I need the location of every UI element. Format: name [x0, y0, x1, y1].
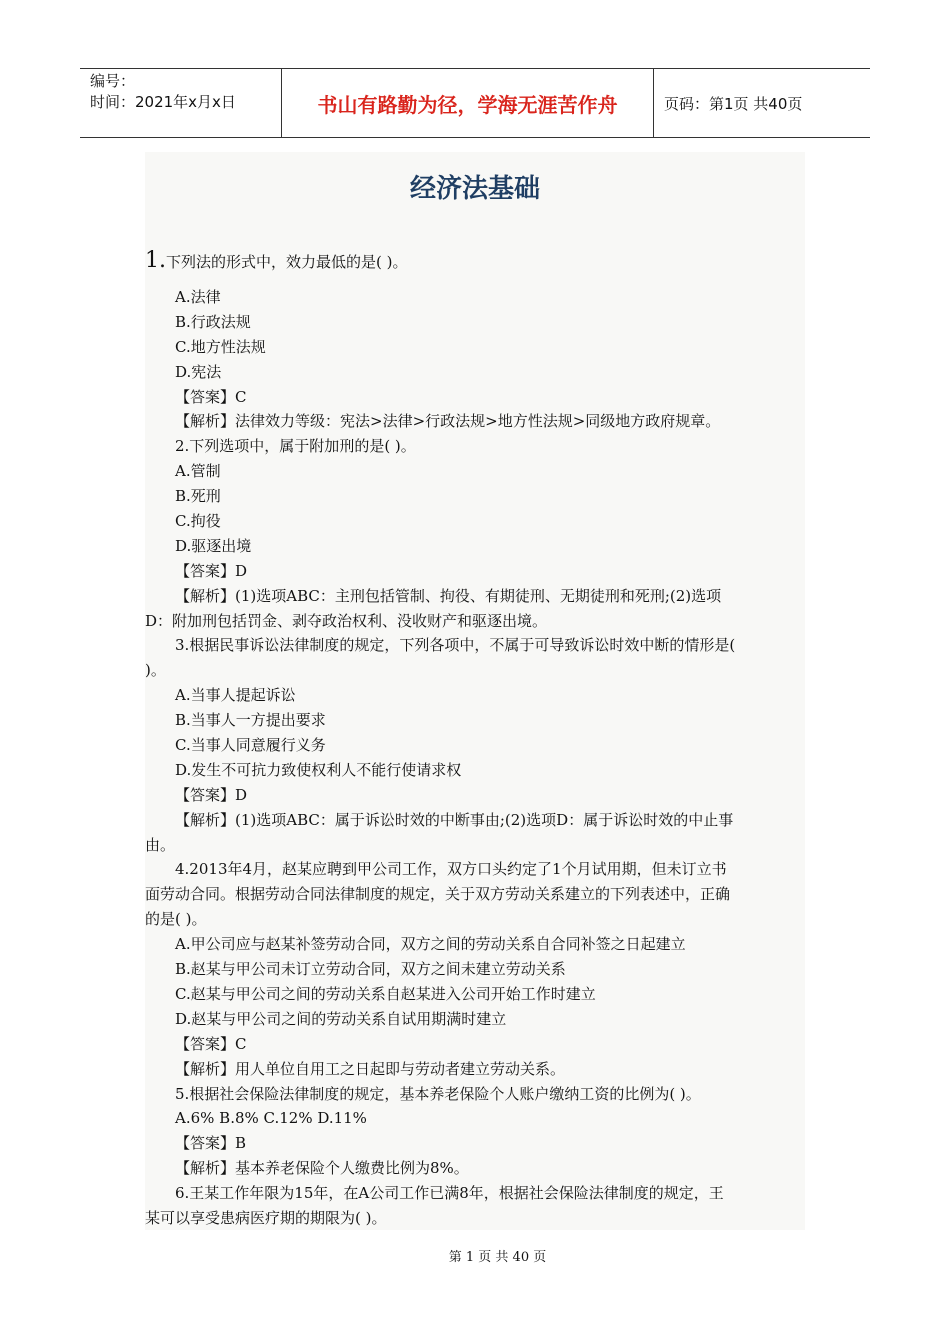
question-1	[145, 248, 407, 273]
question-1-text: 下列法的形式中，效力最低的是( )。	[166, 253, 408, 271]
header-meta	[80, 69, 282, 137]
header-motto: 书山有路勤为径，学海无涯苦作舟	[282, 69, 654, 137]
document-header	[80, 68, 870, 138]
number-label: 编号：	[90, 72, 136, 90]
text-line: 某可以享受患病医疗期的期限为( )。	[145, 1208, 387, 1227]
page-footer: 第 1 页 共 40 页	[448, 1250, 547, 1265]
text-line: C.赵某与甲公司之间的劳动关系自赵某进入公司开始工作时建立	[175, 984, 596, 1003]
text-line: 的是( )。	[145, 910, 207, 929]
question-lines	[145, 285, 805, 1231]
text-line: A.管制	[175, 462, 221, 481]
text-line: C.拘役	[175, 512, 221, 531]
text-line: 4.2013年4月，赵某应聘到甲公司工作，双方口头约定了1个月试用期，但未订立书	[175, 860, 727, 879]
text-line: A.甲公司应与赵某补签劳动合同，双方之间的劳动关系自合同补签之日起建立	[175, 935, 686, 954]
text-line: 【答案】C	[175, 387, 247, 406]
text-line: 【答案】D	[175, 785, 248, 804]
text-line: B.赵某与甲公司未订立劳动合同，双方之间未建立劳动关系	[175, 960, 566, 979]
header-page-label: 页码：第1页 共40页	[664, 94, 803, 113]
text-line: 由。	[145, 835, 176, 854]
text-line: B.当事人一方提出要求	[175, 711, 326, 730]
text-line: 面劳动合同。根据劳动合同法律制度的规定，关于双方劳动关系建立的下列表述中，正确	[145, 885, 731, 904]
text-line: 【答案】C	[175, 1034, 247, 1053]
text-line: D.赵某与甲公司之间的劳动关系自试用期满时建立	[175, 1009, 507, 1028]
question-1-number: 1.	[145, 248, 166, 273]
text-line: D：附加刑包括罚金、剥夺政治权利、没收财产和驱逐出境。	[145, 611, 548, 630]
text-line: 【解析】(1)选项ABC：属于诉讼时效的中断事由;(2)选项D：属于诉讼时效的中止事	[175, 810, 734, 829]
text-line: C.地方性法规	[175, 337, 266, 356]
text-line: B.死刑	[175, 487, 221, 506]
text-line: 【答案】D	[175, 561, 248, 580]
text-line: C.当事人同意履行义务	[175, 736, 326, 755]
text-line: 【解析】基本养老保险个人缴费比例为8%。	[175, 1159, 469, 1178]
document-title: 经济法基础	[409, 174, 540, 204]
text-line: A.6% B.8% C.12% D.11%	[175, 1109, 367, 1128]
text-line: 【答案】B	[175, 1134, 247, 1153]
text-line: )。	[145, 661, 166, 680]
text-line: B.行政法规	[175, 312, 251, 331]
document-body	[145, 152, 805, 1230]
text-line: 6.王某工作年限为15年，在A公司工作已满8年，根据社会保险法律制度的规定，王	[175, 1184, 724, 1203]
text-line: D.宪法	[175, 362, 222, 381]
time-label: 时间：2021年x月x日	[90, 93, 236, 111]
text-line: 3.根据民事诉讼法律制度的规定，下列各项中，不属于可导致诉讼时效中断的情形是(	[175, 636, 736, 655]
text-line: A.法律	[175, 288, 221, 306]
text-line: D.驱逐出境	[175, 536, 252, 555]
text-line: D.发生不可抗力致使权利人不能行使请求权	[175, 760, 462, 779]
text-line: 【解析】用人单位自用工之日起即与劳动者建立劳动关系。	[175, 1059, 566, 1078]
text-line: 【解析】法律效力等级：宪法>法律>行政法规>地方性法规>同级地方政府规章。	[175, 412, 721, 431]
text-line: 【解析】(1)选项ABC：主刑包括管制、拘役、有期徒刑、无期徒刑和死刑;(2)选项	[175, 586, 722, 605]
text-line: 2.下列选项中，属于附加刑的是( )。	[175, 437, 416, 456]
text-line: 5.根据社会保险法律制度的规定，基本养老保险个人账户缴纳工资的比例为( )。	[175, 1084, 701, 1103]
text-line: A.当事人提起诉讼	[175, 686, 296, 705]
